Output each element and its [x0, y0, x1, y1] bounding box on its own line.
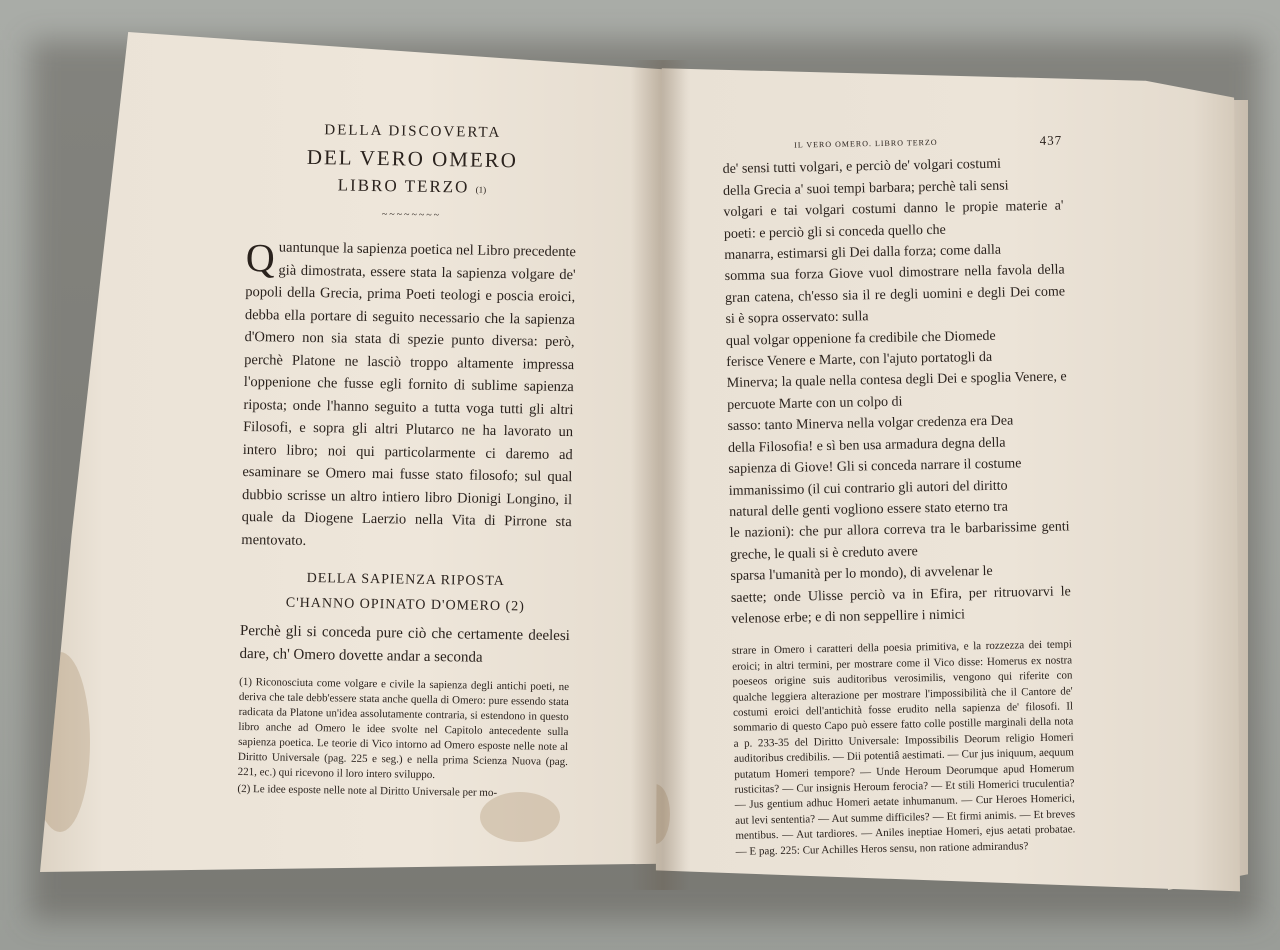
text-line: natural delle genti vogliono essere stato eterno tra [729, 499, 1009, 520]
text-line: della Grecia a' suoi tempi barbara; perchè tali sensi [722, 178, 1009, 199]
heading-libro-terzo-label: LIBRO TERZO [337, 175, 470, 197]
text-line: qual volgar oppenione fa credibile che Diomede [725, 328, 996, 349]
drop-cap: Q [245, 234, 276, 281]
text-line: Minerva; la quale nella contesa degli Dei e spoglia Venere, e percuote Marte con un colpo di [726, 369, 1067, 413]
page-number: 437 [1039, 132, 1063, 148]
ornament-divider: ~~~~~~~~ [381, 208, 442, 221]
text-line: sasso: tanto Minerva nella volgar credenza era Dea [727, 413, 1014, 435]
heading-del-vero-omero: DEL VERO OMERO [306, 144, 519, 172]
heading-libro-terzo [247, 173, 577, 203]
text-line: sparsa l'umanità per lo mondo), di avvelenar le [730, 564, 993, 585]
book-gutter [630, 60, 690, 890]
text-line: de' sensi tutti volgari, e perciò de' volgari costumi [722, 157, 1002, 178]
paragraph-text: uantunque la sapienza poetica nel Libro precedente già dimostrata, essere stata la sapienza volgare de' popoli della Grecia, prima Poeti teologi e poscia eroici, debba ella portare di seguito necessario che la sapienza d'Omero non sia stata di spezie punto diversa: però, perchè Platone ne lasciò troppo altamente impressa l'oppenione che fusse egli fornito di sublime sapienza riposta; onde l'hanno seguito a tutta voga tutti gli altri Filosofi, e sopra gli altri Plutarco ne ha lavorato un intero libro; noi qui particolarmente ci daremo ad esaminare se Omero mai fusse stato filosofo; sul qual dubbio scrisse un altro intiero libro Dionigi Longino, il quale da Diogene Laerzio nella Vita di Pirrone sta mentovato. [241, 239, 577, 549]
text-line: della Filosofia! e sì ben usa armadura degna della [727, 435, 1006, 456]
section-title-2: C'HANNO OPINATO D'OMERO (2) [285, 595, 526, 614]
heading-footnote-mark: (1) [475, 184, 487, 195]
text-line: immanissimo (il cui contrario gli autori del diritto [728, 478, 1008, 499]
right-page-text [722, 129, 1076, 859]
section-title-1: DELLA SAPIENZA RIPOSTA [306, 570, 505, 590]
main-paragraph [241, 236, 576, 556]
right-page-lines [722, 153, 1071, 630]
running-head-title: IL VERO OMERO. LIBRO TERZO [794, 137, 938, 150]
text-line: sapienza di Giove! Gli si conceda narrare il costume [728, 456, 1022, 478]
right-footnote: strare in Omero i caratteri della poesia primitiva, e la rozzezza dei tempi eroici; in altri termini, per mostrare come il Vico disse: Homerus ex nostra poeseos origine suis auditoribus verosimilis, vengono qui riferite con qualche leggiera alterazione per mostrare l'impossibilità che il Cantore de' costumi eroici dell'antichità fosse erudito nella sapienza de' filosofi. Il sommario di questo Capo può essere fatto colle postille marginali della nota a p. 233-35 del Diritto Universale: Impossibilis Deorum religio Homeri auditoribus credibilis. — Dii potentiâ aestimati. — Cur jus iniquum, aequum putatum Homeri tempore? — Unde Heroum Deorumque apud Homerum rusticitas? — Cur insignis Heroum ferocia? — Et stili Homerici truculentia? — Jus gentium adhuc Homeri aetate inhumanum. — Cur Heroes Homerici, aut levi sententia? — Aut summe difficiles? — Et firmi animis. — Et breves mentibus. — Aut tardiores. — Aniles ineptiae Homeri, ejus aetati probatae. — E pag. 225: Cur Achilles Heros sensu, non ratione admirandus? [731, 638, 1076, 858]
running-head [794, 129, 1062, 156]
text-line: le nazioni): che pur allora correva tra le barbarissime genti greche, le quali si è creduto avere [729, 519, 1070, 563]
text-line: ferisce Venere e Marte, con l'ajuto portatogli da [726, 349, 993, 371]
footnote-2: (2) Le idee esposte nelle note al Diritto Universale per mo- [237, 782, 498, 799]
text-line: volgari e tai volgari costumi danno le propie materie a' poeti: e perciò gli si conceda quello che [723, 198, 1064, 242]
text-line: somma sua forza Giove vuol dimostrare nella favola della gran catena, ch'esso sia il re degli uomini e degli Dei come si è sopra osservato: sulla [724, 262, 1066, 328]
footnote-1: (1) Riconosciuta come volgare e civile la sapienza degli antichi poeti, ne deriva che tale debb'essere stata anche quella di Omero: pure essendo stata radicata da Platone un'idea assolutamente contraria, si estendono in questo libro anche ad Omero le idee svolte nel Capitolo antecedente sulla sapienza poetica. Le teorie di Vico intorno ad Omero esposte nelle note al Diritto Universale (pag. 225 e seg.) e nella prima Scienza Nuova (pag. 221, ec.) qui ricevono il loro intero sviluppo. [237, 675, 570, 782]
left-page-text [237, 118, 578, 802]
text-line: saette; onde Ulisse perciò va in Efira, per ritruovarvi le velenose erbe; e di non seppellire i nimici [730, 583, 1071, 627]
text-line: manarra, estimarsi gli Dei dalla forza; come dalla [724, 242, 1002, 264]
section-text: Perchè gli si conceda pure ciò che certamente deelesi dare, ch' Omero dovette andar a seconda [239, 622, 571, 666]
heading-della-discoverta: DELLA DISCOVERTA [324, 122, 502, 141]
